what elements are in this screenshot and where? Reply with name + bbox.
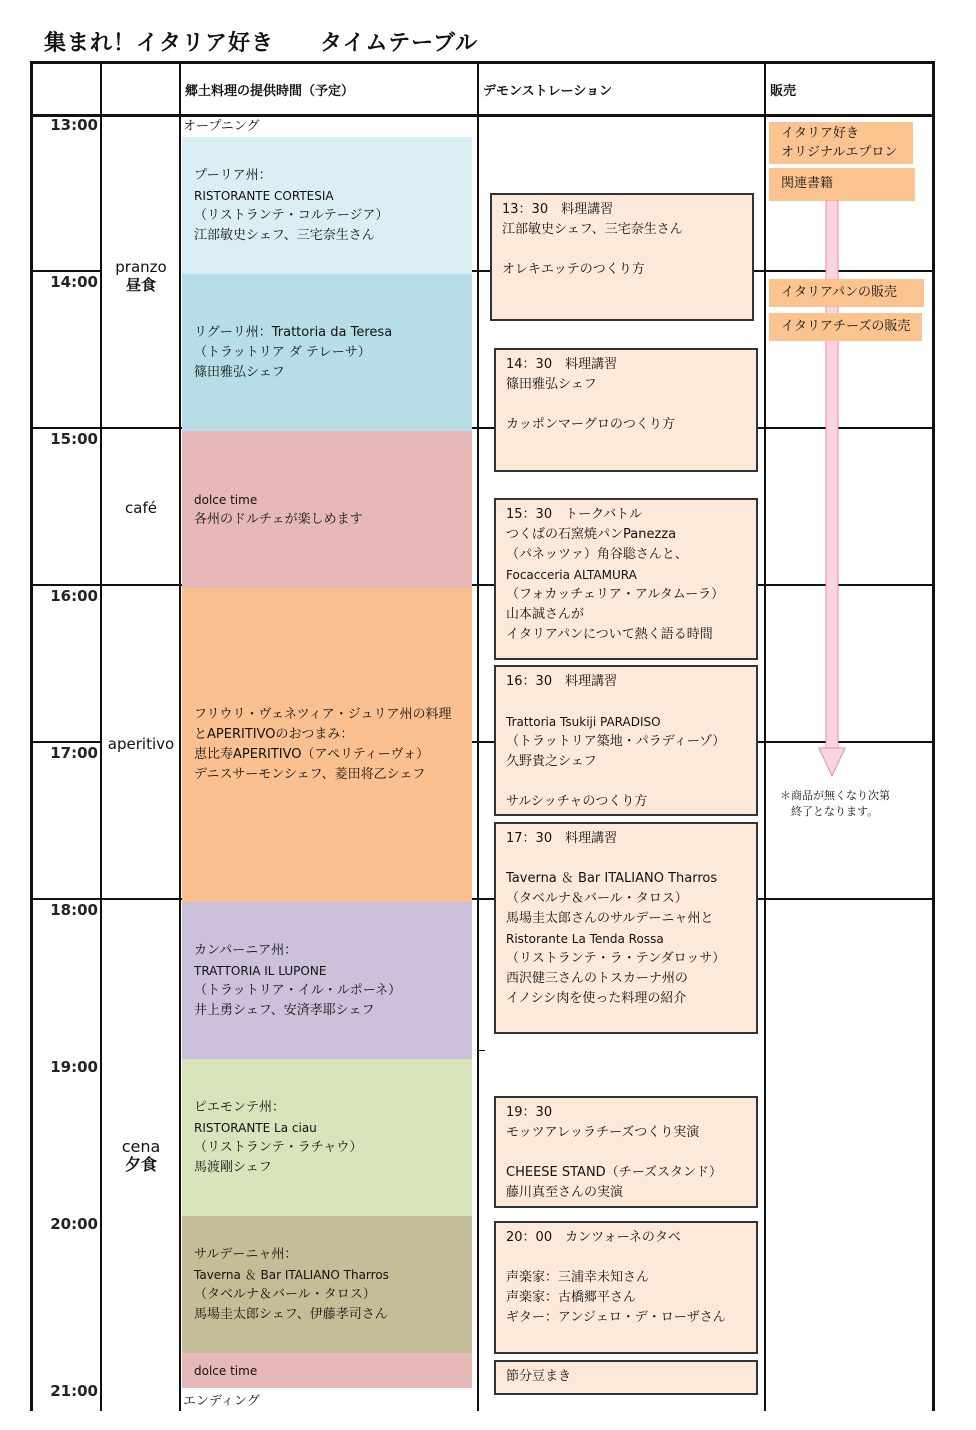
demo-block-1730: 17：30 料理講習 Taverna ＆ Bar ITALIANO Tharros （タベルナ＆バール・タロス） 馬場圭太郎さんのサルデーニャ州と Ristorante La Tenda Rossa （リストランテ・ラ・テンダロッサ） 西沢健三さんのトスカーナ州の イノシシ肉を使った料理の紹介: [494, 822, 758, 1034]
demo-block-setsubun: 節分豆まき: [494, 1360, 758, 1395]
demo-block-2000: 20：00 カンツォーネのタベ 声楽家：三浦幸未知さん 声楽家：古橋郷平さん ギター：アンジェロ・デ・ローザさん: [494, 1221, 758, 1354]
time-label: 13:00: [50, 116, 98, 134]
dish-block-liguria: リグーリ州：Trattoria da Teresa （トラットリア ダ テレーサ） 篠田雅弘シェフ: [182, 274, 472, 431]
time-label: 15:00: [50, 430, 98, 448]
demo-block-1930: 19：30 モッツアレッラチーズつくり実演 CHEESE STAND（チーズスタンド） 藤川真至さんの実演: [494, 1096, 758, 1208]
time-label: 16:00: [50, 587, 98, 605]
period-dinner: cena 夕食: [121, 1137, 161, 1174]
demo-block-1530: 15：30 トークバトル つくばの石窯焼パンPanezza （パネッツァ）角谷聡さんと、 Focacceria ALTAMURA （フォカッチェリア・アルタムーラ） 山本誠さんが イタリアパンについて熱く語る時間: [494, 498, 758, 660]
sales-footnote: ＊商品が無くなり次第 終了となります。: [780, 789, 890, 818]
demo-block-1430: 14：30 料理講習 篠田雅弘シェフ カッポンマーグロのつくり方: [494, 348, 758, 472]
page-title: 集まれ！イタリア好き タイムテーブル: [44, 31, 479, 56]
header-dishes: 郷土料理の提供時間（予定）: [185, 84, 355, 99]
dish-block-dolce: dolce time: [182, 1353, 472, 1388]
sale-books: 関連書籍: [769, 168, 915, 201]
sale-apron: イタリア好き オリジナルエプロン: [769, 122, 913, 164]
dish-block-friuli: フリウリ・ヴェネツィア・ジュリア州の料理 とAPERITIVOのおつまみ： 恵比寿APERITIVO（アペリティーヴォ） デニスサーモンシェフ、菱田将乙シェフ: [182, 588, 472, 902]
time-label: 17:00: [50, 744, 98, 762]
dish-block-puglia: プーリア州： RISTORANTE CORTESIA （リストランテ・コルテージア） 江部敏史シェフ、三宅奈生さん: [182, 137, 472, 274]
dish-block-cafe: dolce time 各州のドルチェが楽しめます: [182, 431, 472, 588]
dish-block-piemonte: ピエモンテ州： RISTORANTE La ciau （リストランテ・ラチャウ） 馬渡剛シェフ: [182, 1059, 472, 1216]
period-lunch: pranzo 昼食: [115, 258, 167, 294]
opening-label: オープニング: [183, 119, 260, 134]
sale-cheese: イタリアチーズの販売: [769, 313, 922, 341]
time-label: 19:00: [50, 1058, 98, 1076]
dish-block-campania: カンパーニア州： TRATTORIA IL LUPONE （トラットリア・イル・ルポーネ） 井上勇シェフ、安済孝耶シェフ: [182, 902, 472, 1059]
demo-block-1330: 13：30 料理講習 江部敏史シェフ、三宅奈生さん オレキエッテのつくり方: [490, 193, 754, 321]
time-label: 18:00: [50, 901, 98, 919]
dish-block-sardegna: サルデーニャ州： Taverna ＆ Bar ITALIANO Tharros （タベルナ＆バール・タロス） 馬場圭太郎シェフ、伊藤孝司さん: [182, 1216, 472, 1353]
period-cafe: café: [125, 499, 157, 517]
time-label: 21:00: [50, 1382, 98, 1400]
header-sales: 販売: [770, 84, 797, 99]
time-label: 20:00: [50, 1215, 98, 1233]
sale-bread: イタリアパンの販売: [769, 279, 924, 307]
demo-block-1630: 16：30 料理講習 Trattoria Tsukiji PARADISO （トラットリア築地・パラディーゾ） 久野貴之シェフ サルシッチャのつくり方: [494, 665, 758, 816]
header-demo: デモンストレーション: [483, 84, 613, 99]
period-aperitivo: aperitivo: [107, 735, 175, 753]
time-label: 14:00: [50, 273, 98, 291]
ending-label: エンディング: [183, 1394, 260, 1409]
